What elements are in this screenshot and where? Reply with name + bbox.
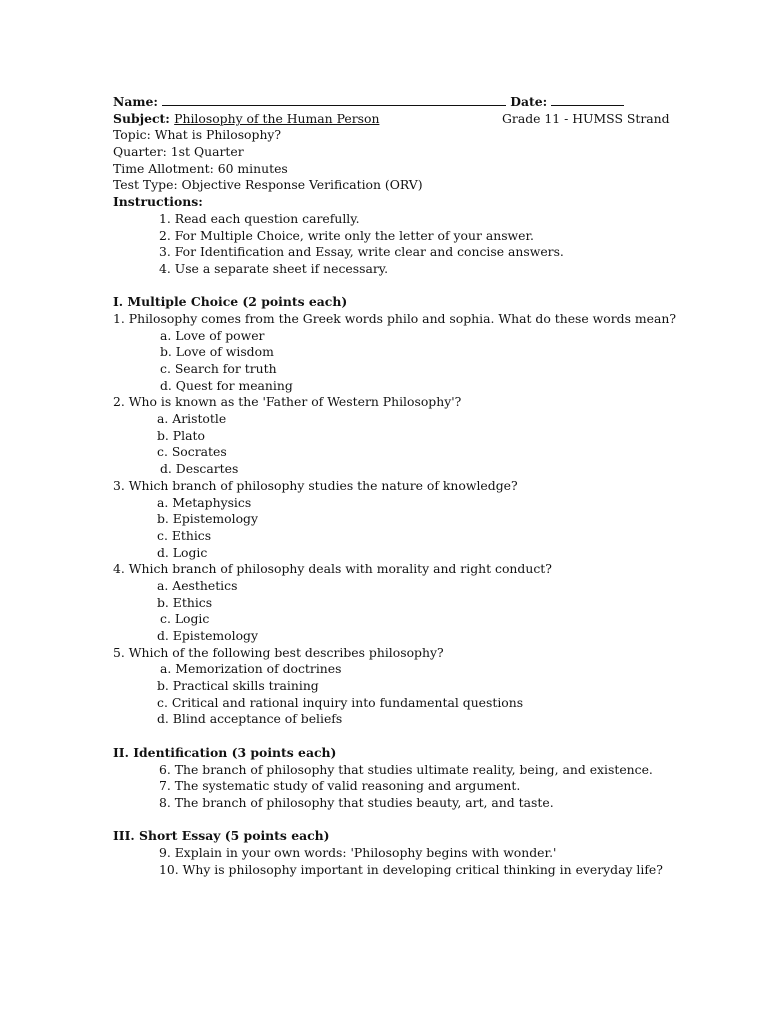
choice: b. Love of wisdom xyxy=(160,344,274,360)
question: 2. Who is known as the 'Father of Western Philosophy'? xyxy=(113,394,462,410)
question: 1. Philosophy comes from the Greek words philo and sophia. What do these words mean? xyxy=(113,310,676,326)
spacer xyxy=(113,728,673,745)
grade-strand: Grade 11 - HUMSS Strand xyxy=(502,110,670,126)
section-heading-multiple-choice: I. Multiple Choice (2 points each) xyxy=(113,294,348,310)
choice: a. Metaphysics xyxy=(157,494,252,510)
choice: b. Epistemology xyxy=(157,511,258,527)
subject-label: Subject: xyxy=(113,110,175,126)
identification-item: 7. The systematic study of valid reasoning and argument. xyxy=(159,778,521,794)
topic: Topic: What is Philosophy? xyxy=(113,127,282,143)
question: 3. Which branch of philosophy studies the nature of knowledge? xyxy=(113,477,518,493)
instruction-item: 3. For Identification and Essay, write clear and concise answers. xyxy=(159,244,564,260)
choice: b. Plato xyxy=(157,427,205,443)
essay-item: 10. Why is philosophy important in developing critical thinking in everyday life? xyxy=(159,861,663,877)
name-blank-line xyxy=(162,94,506,106)
instruction-item: 4. Use a separate sheet if necessary. xyxy=(159,260,389,276)
choice: a. Aristotle xyxy=(157,411,227,427)
choice: c. Critical and rational inquiry into fundamental questions xyxy=(157,694,524,710)
instructions-heading: Instructions: xyxy=(113,194,203,210)
identification-item: 8. The branch of philosophy that studies beauty, art, and taste. xyxy=(159,794,554,810)
choice: b. Ethics xyxy=(157,594,213,610)
exam-sheet xyxy=(113,94,676,878)
choice: a. Aesthetics xyxy=(157,577,238,593)
section-heading-short-essay: III. Short Essay (5 points each) xyxy=(113,828,330,844)
choice: d. Descartes xyxy=(160,461,239,477)
choice: a. Love of power xyxy=(160,327,265,343)
choice: b. Practical skills training xyxy=(157,678,319,694)
choice: c. Socrates xyxy=(157,444,227,460)
choice: d. Quest for meaning xyxy=(160,377,293,393)
date-label: Date: xyxy=(510,94,552,109)
test-type: Test Type: Objective Response Verification (ORV) xyxy=(113,177,423,193)
choice: d. Logic xyxy=(157,544,208,560)
choice: c. Ethics xyxy=(157,527,212,543)
time-allotment: Time Allotment: 60 minutes xyxy=(113,160,288,176)
instruction-item: 1. Read each question carefully. xyxy=(159,210,360,226)
quarter: Quarter: 1st Quarter xyxy=(113,144,244,160)
date-blank-line xyxy=(551,94,624,106)
spacer xyxy=(113,812,673,829)
instruction-item: 2. For Multiple Choice, write only the letter of your answer. xyxy=(159,227,534,243)
choice: c. Logic xyxy=(160,611,210,627)
spacer xyxy=(113,278,673,295)
name-label: Name: xyxy=(113,94,163,109)
section-heading-identification: II. Identification (3 points each) xyxy=(113,744,337,760)
choice: c. Search for truth xyxy=(160,361,277,376)
identification-item: 6. The branch of philosophy that studies ultimate reality, being, and existence. xyxy=(159,761,653,777)
subject-value: Philosophy of the Human Person xyxy=(174,110,380,126)
question: 5. Which of the following best describes philosophy? xyxy=(113,644,444,660)
subject-row xyxy=(113,111,673,128)
choice: a. Memorization of doctrines xyxy=(160,661,342,677)
choice: d. Epistemology xyxy=(157,628,258,643)
question: 4. Which branch of philosophy deals with morality and right conduct? xyxy=(113,561,552,577)
choice: d. Blind acceptance of beliefs xyxy=(157,711,343,727)
essay-item: 9. Explain in your own words: 'Philosophy begins with wonder.' xyxy=(159,844,557,860)
name-date-row xyxy=(113,94,673,111)
